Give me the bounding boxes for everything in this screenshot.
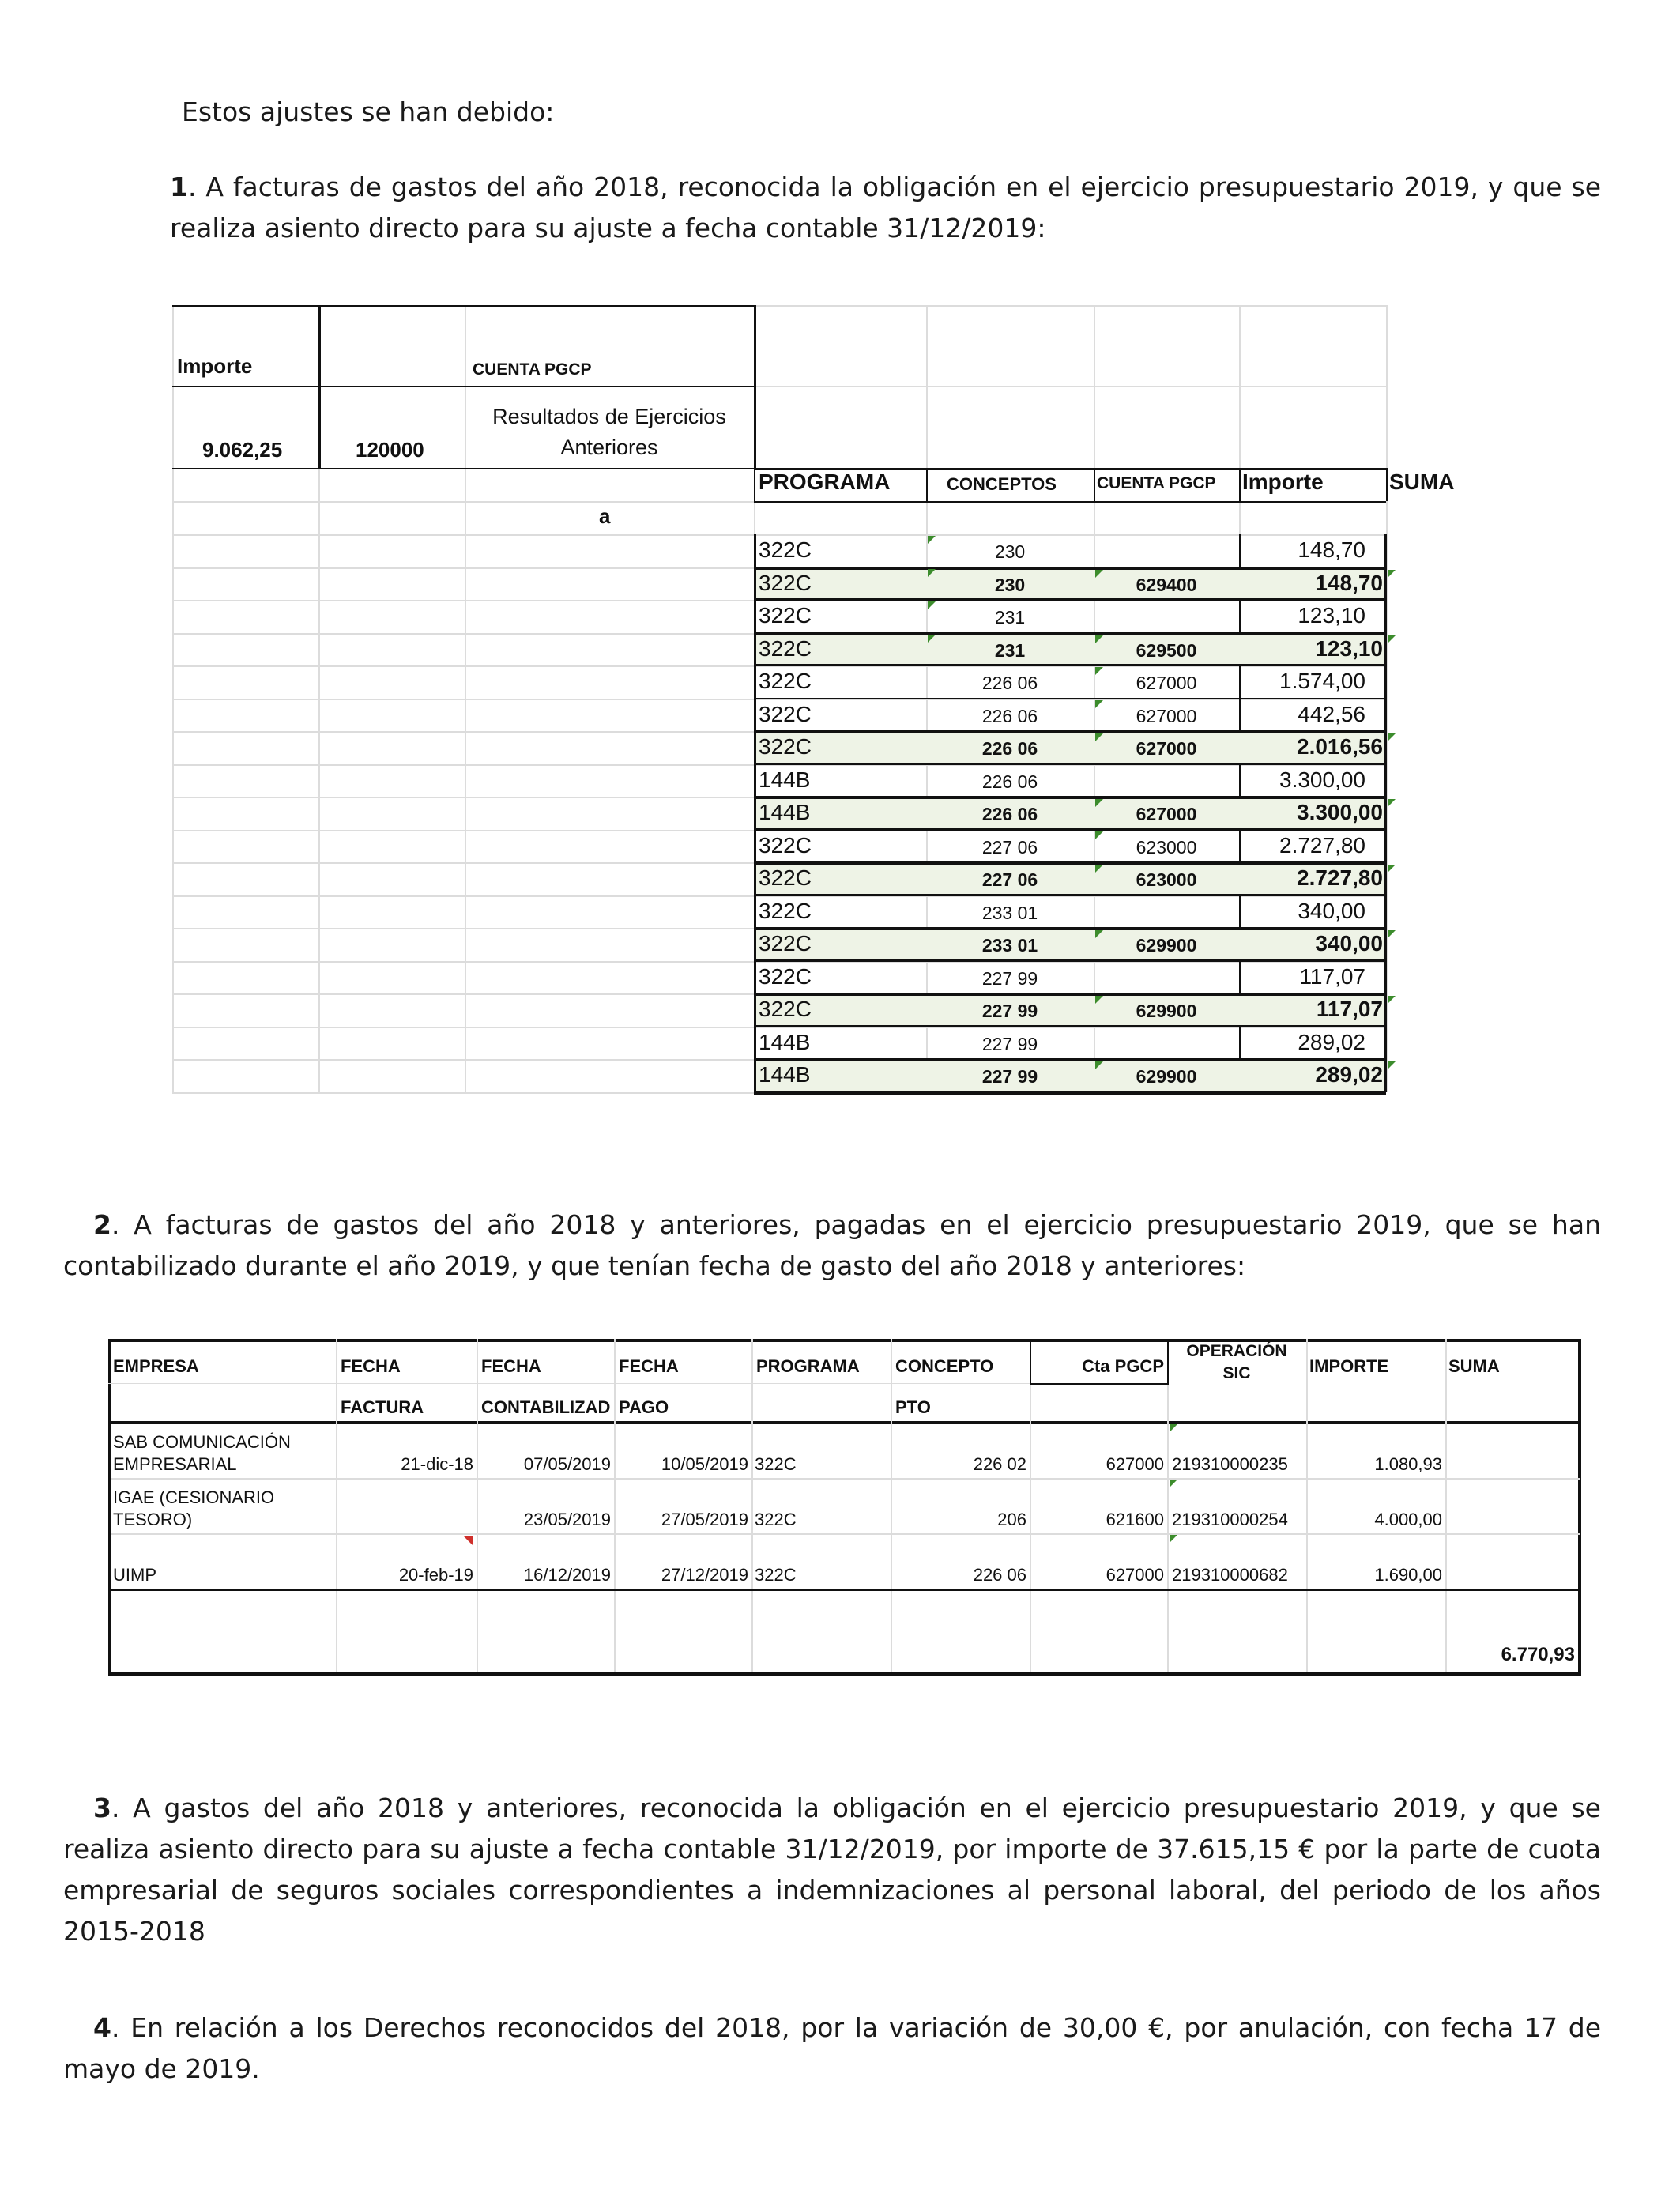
row-fecha-pago: 27/05/2019 — [661, 1510, 748, 1529]
total-row-top-border — [754, 928, 1386, 930]
total-row-top-border — [754, 731, 1386, 733]
row-concepto: 227 99 — [981, 1033, 1038, 1054]
cell-marker-icon — [1095, 635, 1103, 643]
row-fecha-factura: 21-dic-18 — [401, 1454, 473, 1474]
row-concepto: 231 — [994, 639, 1026, 661]
paragraph-2 — [63, 1204, 1601, 1287]
row-programa: 322C — [759, 898, 812, 923]
cell-marker-icon — [1095, 930, 1103, 938]
row-cuenta: 629500 — [1136, 639, 1197, 661]
row-fecha-contab: 07/05/2019 — [523, 1454, 611, 1474]
importe-col-header: Importe — [1242, 469, 1324, 494]
row-concepto: 227 06 — [981, 836, 1038, 858]
table2-col-line — [891, 1339, 892, 1672]
pto-header: PTO — [895, 1397, 931, 1417]
fecha-pago-header: FECHA — [619, 1356, 679, 1376]
row-importe: 3.300,00 — [1279, 767, 1365, 792]
row-concepto: 227 99 — [981, 1066, 1038, 1087]
row-suma: 2.016,56 — [1297, 734, 1383, 759]
total-row-bottom-border — [754, 763, 1386, 765]
importe-header: IMPORTE — [1309, 1356, 1389, 1376]
row-cta: 621600 — [1106, 1510, 1164, 1529]
row-importe: 442,56 — [1298, 701, 1365, 726]
left-block-bottom-border — [172, 468, 755, 469]
cell-marker-icon — [928, 635, 936, 643]
row-importe: 289,02 — [1298, 1029, 1365, 1054]
pago-header: PAGO — [619, 1397, 669, 1417]
table2-left-border — [108, 1339, 111, 1676]
total-row-bottom-border — [754, 664, 1386, 666]
row-programa: 322C — [759, 997, 812, 1021]
row-concepto: 206 — [997, 1510, 1026, 1529]
row-empresa-line2: EMPRESARIAL — [113, 1454, 237, 1474]
paragraph-4 — [63, 2007, 1601, 2090]
row-programa: 144B — [759, 800, 811, 824]
table2-top-border — [108, 1339, 1581, 1342]
table2-col-line — [477, 1339, 478, 1672]
row-suma: 2.727,80 — [1297, 865, 1383, 890]
row-empresa-line1: IGAE (CESIONARIO — [113, 1487, 275, 1507]
cell-marker-icon — [1388, 996, 1396, 1004]
row-suma: 340,00 — [1315, 931, 1383, 956]
conceptos-header: CONCEPTOS — [947, 474, 1057, 494]
row-concepto: 230 — [994, 541, 1026, 562]
paragraph-1-number: 1 — [170, 172, 188, 202]
row-programa: 322C — [755, 1565, 797, 1585]
total-row-bottom-border — [754, 598, 1386, 601]
cta-pgcp-header: Cta PGCP — [1082, 1356, 1164, 1376]
programa-header: PROGRAMA — [759, 469, 891, 494]
row-programa: 322C — [759, 931, 812, 956]
row-cuenta: 623000 — [1136, 836, 1197, 858]
left-block-row-border — [172, 386, 755, 387]
tick — [108, 1533, 111, 1535]
sic-header: SIC — [1222, 1364, 1251, 1382]
cell-marker-icon — [1170, 1535, 1177, 1543]
table2-total-border — [108, 1589, 1581, 1591]
cell-marker-icon — [1095, 667, 1103, 675]
row-programa: 322C — [759, 963, 812, 989]
cuenta-description: Resultados de Ejercicios Anteriores — [492, 405, 726, 459]
right-head-divider — [926, 468, 928, 501]
row-suma: 289,02 — [1315, 1062, 1383, 1087]
table2-bottom-border — [108, 1672, 1581, 1676]
table2-col-line — [1306, 1339, 1308, 1672]
table2-col-line — [1445, 1339, 1447, 1672]
total-row-bottom-border — [754, 828, 1386, 831]
cell-marker-icon — [1095, 996, 1103, 1004]
tick — [108, 1478, 111, 1480]
paragraph-4-number: 4 — [93, 2012, 111, 2043]
operacion-header: OPERACIÓN — [1186, 1342, 1287, 1360]
suma-header: SUMA — [1448, 1356, 1500, 1376]
cta-box-bottom — [1030, 1383, 1169, 1385]
table2-col-line — [751, 1339, 753, 1672]
row-suma: 148,70 — [1315, 570, 1383, 595]
row-concepto: 226 06 — [981, 738, 1038, 759]
total-row-bottom-border — [754, 959, 1386, 962]
row-concepto: 233 01 — [981, 935, 1038, 956]
contabilizad-header: CONTABILIZAD — [481, 1397, 611, 1417]
table2-header-border — [108, 1421, 1581, 1424]
paragraph-3 — [63, 1788, 1601, 1952]
row-empresa-line2: UIMP — [113, 1565, 156, 1585]
table2-col-line — [336, 1339, 337, 1672]
cell-marker-icon — [1388, 570, 1396, 578]
row-concepto: 233 01 — [981, 902, 1038, 923]
row-cuenta: 627000 — [1136, 804, 1197, 824]
row-importe: 1.080,93 — [1374, 1454, 1442, 1474]
row-cuenta: 629400 — [1136, 574, 1197, 595]
grid-line — [172, 534, 1386, 536]
row-concepto: 227 06 — [981, 869, 1038, 890]
concepto-header: CONCEPTO — [895, 1356, 994, 1376]
cuenta-value: 120000 — [356, 438, 424, 462]
row-fecha-pago: 10/05/2019 — [661, 1454, 748, 1474]
right-head-bottom — [754, 501, 1386, 503]
row-concepto: 227 99 — [981, 967, 1038, 989]
row-importe: 2.727,80 — [1279, 832, 1365, 858]
cell-marker-icon — [928, 601, 936, 609]
row-concepto: 227 99 — [981, 1001, 1038, 1021]
row-cuenta: 627000 — [1136, 705, 1197, 726]
programa-header: PROGRAMA — [756, 1356, 860, 1376]
row-programa: 144B — [759, 1062, 811, 1087]
table2-right-border — [1578, 1339, 1581, 1676]
row-programa: 322C — [759, 865, 812, 890]
cuenta-pgcp-header: CUENTA PGCP — [1097, 474, 1216, 492]
cell-marker-icon — [928, 569, 936, 577]
row-importe: 148,70 — [1298, 537, 1365, 562]
row-importe: 340,00 — [1298, 898, 1365, 923]
paragraph-3-text: . A gastos del año 2018 y anteriores, reconocida la obligación en el ejercicio presupuestario 2019, y que se realiza asiento directo para su ajuste a fecha contable 31/12/2019, por importe de 37.615,15 € por la parte de cuota empresarial de seguros sociales correspondientes a indemnizaciones al personal laboral, del periodo de los años 2015-2018 — [63, 1793, 1601, 1947]
row-operacion: 219310000235 — [1172, 1454, 1288, 1474]
right-head-divider — [1094, 468, 1095, 501]
row-programa: 322C — [759, 570, 812, 595]
row-fecha-contab: 23/05/2019 — [523, 1510, 611, 1529]
total-row-bottom-border — [754, 1091, 1386, 1093]
row-fecha-contab: 16/12/2019 — [523, 1565, 611, 1585]
row-concepto: 226 06 — [981, 804, 1038, 824]
importe-value: 9.062,25 — [202, 438, 283, 462]
row-concepto: 226 06 — [981, 771, 1038, 792]
row-cta: 627000 — [1106, 1454, 1164, 1474]
row-suma: 117,07 — [1316, 997, 1383, 1021]
paragraph-2-number: 2 — [93, 1209, 111, 1240]
cell-marker-icon — [1170, 1480, 1177, 1487]
cell-marker-icon — [1095, 700, 1103, 708]
comment-marker-icon — [464, 1536, 473, 1546]
paragraph-1 — [170, 167, 1601, 249]
row-programa: 322C — [759, 669, 812, 693]
row-concepto: 226 06 — [981, 673, 1038, 693]
table2-header-sub — [108, 1383, 1030, 1384]
table2-row-line — [108, 1478, 1580, 1480]
row-programa: 322C — [759, 603, 812, 628]
fecha-factura-header: FECHA — [341, 1356, 401, 1376]
paragraph-4-text: . En relación a los Derechos reconocidos del 2018, por la variación de 30,00 €, por anulación, con fecha 17 de mayo de 2019. — [63, 2012, 1601, 2084]
row-importe: 123,10 — [1298, 603, 1365, 628]
row-cuenta: 629900 — [1136, 1001, 1197, 1021]
cell-marker-icon — [1388, 635, 1396, 643]
cell-marker-icon — [1388, 930, 1396, 938]
row-programa: 322C — [759, 537, 812, 562]
a-label: a — [599, 504, 611, 528]
total-row-top-border — [754, 633, 1386, 635]
row-cuenta: 627000 — [1136, 673, 1197, 693]
cell-marker-icon — [1095, 1061, 1103, 1069]
data-right-border — [1384, 534, 1387, 1092]
left-block-top-border — [172, 305, 755, 307]
row-border — [754, 698, 1386, 699]
table2-row-line — [108, 1533, 1580, 1535]
row-fecha-pago: 27/12/2019 — [661, 1565, 748, 1585]
row-operacion: 219310000254 — [1172, 1510, 1288, 1529]
cell-marker-icon — [1388, 733, 1396, 741]
row-concepto: 226 06 — [973, 1565, 1026, 1585]
total-row-bottom-border — [754, 894, 1386, 896]
row-cuenta: 629900 — [1136, 1066, 1197, 1087]
row-cta: 627000 — [1106, 1565, 1164, 1585]
row-cuenta: 623000 — [1136, 869, 1197, 890]
cell-marker-icon — [1388, 1061, 1396, 1069]
table2-col-line — [614, 1339, 616, 1672]
row-programa: 322C — [759, 832, 812, 858]
row-empresa-line2: TESORO) — [113, 1510, 193, 1529]
cell-marker-icon — [1388, 865, 1396, 873]
total-row-top-border — [754, 862, 1386, 865]
row-importe: 117,07 — [1299, 963, 1365, 989]
fecha-contab-header: FECHA — [481, 1356, 541, 1376]
row-programa: 144B — [759, 1029, 811, 1054]
row-empresa-line1: SAB COMUNICACIÓN — [113, 1432, 291, 1452]
cell-marker-icon — [1095, 733, 1103, 741]
total-row-top-border — [754, 567, 1386, 570]
cell-marker-icon — [1388, 799, 1396, 807]
paragraph-1-text: . A facturas de gastos del año 2018, reconocida la obligación en el ejercicio presupuestario 2019, y que se realiza asiento directo para su ajuste a fecha contable 31/12/2019: — [170, 172, 1601, 243]
row-cuenta: 629900 — [1136, 935, 1197, 956]
paragraph-2-text: . A facturas de gastos del año 2018 y anteriores, pagadas en el ejercicio presupuestario 2019, que se han contabilizado durante el año 2019, y que tenían fecha de gasto del año 2018 y anteriores: — [63, 1209, 1601, 1281]
table2-col-line — [1167, 1339, 1169, 1672]
row-concepto: 231 — [994, 607, 1026, 628]
row-suma: 3.300,00 — [1297, 800, 1383, 824]
total-row-top-border — [754, 797, 1386, 799]
paragraph-3-number: 3 — [93, 1793, 111, 1823]
row-concepto: 230 — [994, 574, 1026, 595]
cell-marker-icon — [1170, 1424, 1177, 1432]
row-programa: 322C — [755, 1454, 797, 1474]
cell-marker-icon — [1095, 865, 1103, 873]
total-suma: 6.770,93 — [1501, 1644, 1575, 1665]
right-head-divider — [754, 468, 755, 501]
right-head-divider — [1386, 468, 1388, 501]
right-head-divider — [1239, 468, 1241, 501]
row-programa: 322C — [759, 635, 812, 661]
row-programa: 322C — [759, 734, 812, 759]
row-fecha-factura: 20-feb-19 — [398, 1565, 473, 1585]
cuenta-header: CUENTA PGCP — [473, 360, 592, 379]
empresa-header: EMPRESA — [113, 1356, 199, 1376]
cell-marker-icon — [1095, 831, 1103, 839]
total-row-top-border — [754, 993, 1386, 996]
row-importe: 4.000,00 — [1374, 1510, 1442, 1529]
suma-header: SUMA — [1389, 469, 1455, 494]
cell-marker-icon — [1095, 799, 1103, 807]
intro-text: Estos ajustes se han debido: — [182, 96, 555, 127]
row-concepto: 226 06 — [981, 705, 1038, 726]
cell-marker-icon — [1095, 570, 1103, 578]
row-cuenta: 627000 — [1136, 738, 1197, 759]
row-operacion: 219310000682 — [1172, 1565, 1288, 1585]
row-programa: 144B — [759, 767, 811, 792]
row-importe: 1.574,00 — [1279, 669, 1365, 693]
row-suma: 123,10 — [1315, 635, 1383, 661]
cell-marker-icon — [928, 536, 936, 544]
factura-header: FACTURA — [341, 1397, 424, 1417]
row-concepto: 226 02 — [973, 1454, 1026, 1474]
total-row-top-border — [754, 1059, 1386, 1061]
table2-col-line — [1030, 1339, 1031, 1672]
row-importe: 1.690,00 — [1374, 1565, 1442, 1585]
row-programa: 322C — [759, 701, 812, 726]
row-programa: 322C — [755, 1510, 797, 1529]
total-row-bottom-border — [754, 1025, 1386, 1027]
importe-header: Importe — [177, 354, 253, 378]
